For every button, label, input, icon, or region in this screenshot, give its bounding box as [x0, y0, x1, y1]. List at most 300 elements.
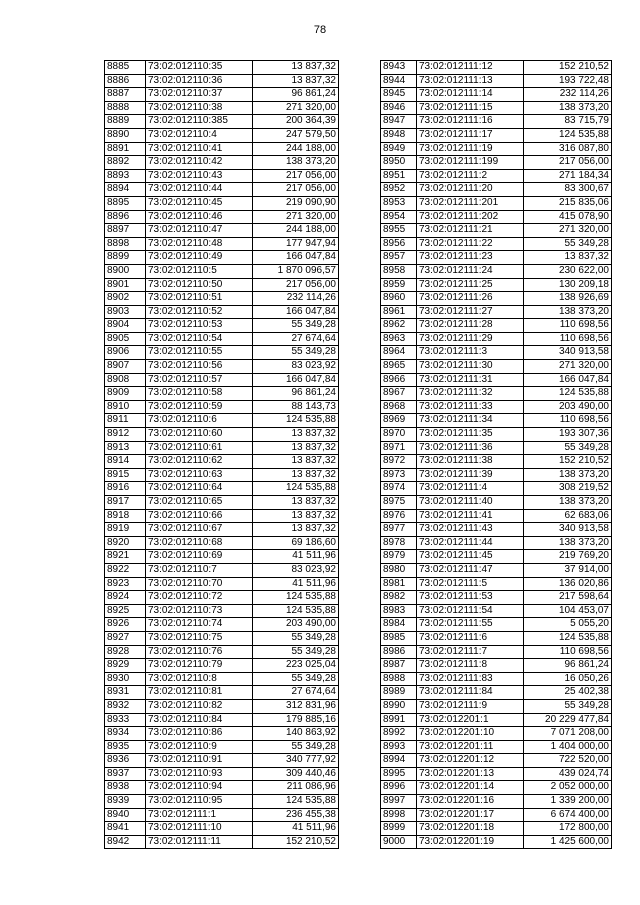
row-number-cell: 8958 — [381, 264, 417, 278]
row-number-cell: 8926 — [105, 618, 146, 632]
row-number-cell: 8918 — [105, 509, 146, 523]
cadastral-number-cell: 73:02:012110:62 — [146, 455, 253, 469]
value-cell: 13 837,32 — [253, 441, 339, 455]
row-number-cell: 8945 — [381, 88, 417, 102]
value-cell: 16 050,26 — [524, 672, 612, 686]
value-cell: 232 114,26 — [524, 88, 612, 102]
table-row — [105, 101, 339, 115]
table-row — [105, 577, 339, 591]
table-row — [105, 183, 339, 197]
cadastral-number-cell: 73:02:012110:385 — [146, 115, 253, 129]
cadastral-number-cell: 73:02:012111:40 — [417, 496, 524, 510]
value-cell: 130 209,18 — [524, 278, 612, 292]
value-cell: 83 023,92 — [253, 563, 339, 577]
row-number-cell: 8936 — [105, 754, 146, 768]
cadastral-number-cell: 73:02:012110:72 — [146, 591, 253, 605]
value-cell: 20 229 477,84 — [524, 713, 612, 727]
row-number-cell: 8922 — [105, 563, 146, 577]
cadastral-number-cell: 73:02:012111:15 — [417, 101, 524, 115]
row-number-cell: 8979 — [381, 550, 417, 564]
value-cell: 124 535,88 — [253, 482, 339, 496]
value-cell: 13 837,32 — [253, 455, 339, 469]
value-cell: 152 210,52 — [253, 835, 339, 849]
value-cell: 124 535,88 — [524, 128, 612, 142]
table-row — [381, 808, 612, 822]
value-cell: 96 861,24 — [253, 387, 339, 401]
table-row — [381, 795, 612, 809]
row-number-cell: 8902 — [105, 292, 146, 306]
value-cell: 179 885,16 — [253, 713, 339, 727]
value-cell: 203 490,00 — [253, 618, 339, 632]
table-row — [105, 509, 339, 523]
row-number-cell: 8905 — [105, 332, 146, 346]
value-cell: 96 861,24 — [253, 88, 339, 102]
value-cell: 247 579,50 — [253, 128, 339, 142]
table-row — [105, 767, 339, 781]
row-number-cell: 8974 — [381, 482, 417, 496]
row-number-cell: 8935 — [105, 740, 146, 754]
value-cell: 55 349,28 — [253, 740, 339, 754]
cadastral-number-cell: 73:02:012110:63 — [146, 468, 253, 482]
row-number-cell: 8890 — [105, 128, 146, 142]
cadastral-number-cell: 73:02:012111:201 — [417, 196, 524, 210]
cadastral-number-cell: 73:02:012110:37 — [146, 88, 253, 102]
table-row — [381, 591, 612, 605]
value-cell: 41 511,96 — [253, 550, 339, 564]
value-cell: 13 837,32 — [253, 468, 339, 482]
table-row — [105, 428, 339, 442]
value-cell: 166 047,84 — [524, 373, 612, 387]
row-number-cell: 8960 — [381, 292, 417, 306]
cadastral-number-cell: 73:02:012111:3 — [417, 346, 524, 360]
row-number-cell: 8946 — [381, 101, 417, 115]
row-number-cell: 8972 — [381, 455, 417, 469]
row-number-cell: 8910 — [105, 400, 146, 414]
cadastral-number-cell: 73:02:012201:13 — [417, 767, 524, 781]
row-number-cell: 8929 — [105, 659, 146, 673]
row-number-cell: 8899 — [105, 251, 146, 265]
table-row — [381, 496, 612, 510]
row-number-cell: 8942 — [105, 835, 146, 849]
table-row — [381, 455, 612, 469]
cadastral-number-cell: 73:02:012201:18 — [417, 822, 524, 836]
value-cell: 55 349,28 — [253, 319, 339, 333]
cadastral-number-cell: 73:02:012110:74 — [146, 618, 253, 632]
cadastral-number-cell: 73:02:012110:56 — [146, 360, 253, 374]
value-cell: 13 837,32 — [524, 251, 612, 265]
row-number-cell: 8917 — [105, 496, 146, 510]
row-number-cell: 8932 — [105, 699, 146, 713]
cadastral-number-cell: 73:02:012110:93 — [146, 767, 253, 781]
table-row — [381, 305, 612, 319]
row-number-cell: 8894 — [105, 183, 146, 197]
value-cell: 439 024,74 — [524, 767, 612, 781]
value-cell: 13 837,32 — [253, 74, 339, 88]
row-number-cell: 8989 — [381, 686, 417, 700]
value-cell: 1 404 000,00 — [524, 740, 612, 754]
value-cell: 177 947,94 — [253, 237, 339, 251]
cadastral-number-cell: 73:02:012111:41 — [417, 509, 524, 523]
table-row — [105, 781, 339, 795]
row-number-cell: 8955 — [381, 224, 417, 238]
row-number-cell: 8968 — [381, 400, 417, 414]
value-cell: 104 453,07 — [524, 604, 612, 618]
table-row — [381, 767, 612, 781]
cadastral-number-cell: 73:02:012111:30 — [417, 360, 524, 374]
cadastral-number-cell: 73:02:012111:24 — [417, 264, 524, 278]
value-cell: 55 349,28 — [253, 645, 339, 659]
table-row — [105, 400, 339, 414]
value-cell: 166 047,84 — [253, 373, 339, 387]
table-row — [105, 645, 339, 659]
table-row — [105, 305, 339, 319]
table-row — [381, 441, 612, 455]
row-number-cell: 8952 — [381, 183, 417, 197]
row-number-cell: 8896 — [105, 210, 146, 224]
row-number-cell: 8895 — [105, 196, 146, 210]
cadastral-number-cell: 73:02:012201:17 — [417, 808, 524, 822]
cadastral-number-cell: 73:02:012111:36 — [417, 441, 524, 455]
cadastral-number-cell: 73:02:012201:12 — [417, 754, 524, 768]
row-number-cell: 8951 — [381, 169, 417, 183]
row-number-cell: 8886 — [105, 74, 146, 88]
cadastral-number-cell: 73:02:012111:199 — [417, 156, 524, 170]
table-row — [381, 740, 612, 754]
row-number-cell: 8977 — [381, 523, 417, 537]
value-cell: 55 349,28 — [524, 699, 612, 713]
cadastral-number-cell: 73:02:012110:54 — [146, 332, 253, 346]
row-number-cell: 8965 — [381, 360, 417, 374]
cadastral-number-cell: 73:02:012110:69 — [146, 550, 253, 564]
cadastral-number-cell: 73:02:012110:57 — [146, 373, 253, 387]
table-row — [381, 142, 612, 156]
value-cell: 219 769,20 — [524, 550, 612, 564]
value-cell: 1 425 600,00 — [524, 835, 612, 849]
value-cell: 271 320,00 — [524, 360, 612, 374]
table-row — [381, 224, 612, 238]
cadastral-number-cell: 73:02:012110:41 — [146, 142, 253, 156]
cadastral-number-cell: 73:02:012111:83 — [417, 672, 524, 686]
row-number-cell: 8986 — [381, 645, 417, 659]
value-cell: 217 056,00 — [253, 278, 339, 292]
value-cell: 203 490,00 — [524, 400, 612, 414]
value-cell: 316 087,80 — [524, 142, 612, 156]
table-row — [105, 536, 339, 550]
table-row — [381, 292, 612, 306]
value-cell: 200 364,39 — [253, 115, 339, 129]
value-cell: 13 837,32 — [253, 496, 339, 510]
row-number-cell: 8980 — [381, 563, 417, 577]
cadastral-number-cell: 73:02:012201:14 — [417, 781, 524, 795]
value-cell: 83 023,92 — [253, 360, 339, 374]
cadastral-number-cell: 73:02:012110:48 — [146, 237, 253, 251]
value-cell: 166 047,84 — [253, 305, 339, 319]
cadastral-number-cell: 73:02:012111:12 — [417, 61, 524, 75]
row-number-cell: 8893 — [105, 169, 146, 183]
value-cell: 25 402,38 — [524, 686, 612, 700]
cadastral-number-cell: 73:02:012111:33 — [417, 400, 524, 414]
table-row — [105, 128, 339, 142]
cadastral-number-cell: 73:02:012110:75 — [146, 631, 253, 645]
row-number-cell: 8919 — [105, 523, 146, 537]
table-row — [105, 808, 339, 822]
table-row — [381, 428, 612, 442]
cadastral-table-left — [104, 60, 339, 849]
cadastral-number-cell: 73:02:012110:66 — [146, 509, 253, 523]
table-row — [381, 346, 612, 360]
value-cell: 13 837,32 — [253, 428, 339, 442]
value-cell: 223 025,04 — [253, 659, 339, 673]
cadastral-number-cell: 73:02:012110:45 — [146, 196, 253, 210]
value-cell: 244 188,00 — [253, 224, 339, 238]
table-row — [381, 278, 612, 292]
row-number-cell: 8944 — [381, 74, 417, 88]
row-number-cell: 8995 — [381, 767, 417, 781]
cadastral-number-cell: 73:02:012111:25 — [417, 278, 524, 292]
table-row — [105, 754, 339, 768]
cadastral-number-cell: 73:02:012110:51 — [146, 292, 253, 306]
table-row — [381, 468, 612, 482]
row-number-cell: 8903 — [105, 305, 146, 319]
value-cell: 138 373,20 — [253, 156, 339, 170]
table-row — [105, 210, 339, 224]
row-number-cell: 8961 — [381, 305, 417, 319]
table-row — [381, 550, 612, 564]
value-cell: 219 090,90 — [253, 196, 339, 210]
table-row — [381, 264, 612, 278]
cadastral-number-cell: 73:02:012111:11 — [146, 835, 253, 849]
table-row — [105, 251, 339, 265]
cadastral-number-cell: 73:02:012110:46 — [146, 210, 253, 224]
table-row — [105, 414, 339, 428]
value-cell: 215 835,06 — [524, 196, 612, 210]
table-row — [381, 414, 612, 428]
cadastral-number-cell: 73:02:012111:26 — [417, 292, 524, 306]
table-row — [381, 183, 612, 197]
row-number-cell: 8906 — [105, 346, 146, 360]
value-cell: 309 440,46 — [253, 767, 339, 781]
table-row — [381, 237, 612, 251]
row-number-cell: 8971 — [381, 441, 417, 455]
row-number-cell: 8973 — [381, 468, 417, 482]
cadastral-number-cell: 73:02:012110:38 — [146, 101, 253, 115]
value-cell: 138 373,20 — [524, 101, 612, 115]
row-number-cell: 8987 — [381, 659, 417, 673]
cadastral-number-cell: 73:02:012111:9 — [417, 699, 524, 713]
table-row — [105, 224, 339, 238]
table-row — [105, 360, 339, 374]
row-number-cell: 8982 — [381, 591, 417, 605]
value-cell: 152 210,52 — [524, 61, 612, 75]
value-cell: 271 184,34 — [524, 169, 612, 183]
cadastral-number-cell: 73:02:012110:67 — [146, 523, 253, 537]
row-number-cell: 8928 — [105, 645, 146, 659]
cadastral-number-cell: 73:02:012111:6 — [417, 631, 524, 645]
cadastral-number-cell: 73:02:012110:70 — [146, 577, 253, 591]
cadastral-number-cell: 73:02:012110:95 — [146, 795, 253, 809]
row-number-cell: 8937 — [105, 767, 146, 781]
cadastral-number-cell: 73:02:012110:59 — [146, 400, 253, 414]
row-number-cell: 8959 — [381, 278, 417, 292]
row-number-cell: 8970 — [381, 428, 417, 442]
cadastral-number-cell: 73:02:012110:82 — [146, 699, 253, 713]
row-number-cell: 8901 — [105, 278, 146, 292]
row-number-cell: 8934 — [105, 727, 146, 741]
value-cell: 1 339 200,00 — [524, 795, 612, 809]
value-cell: 124 535,88 — [253, 591, 339, 605]
table-row — [105, 196, 339, 210]
cadastral-number-cell: 73:02:012111:20 — [417, 183, 524, 197]
table-row — [105, 237, 339, 251]
row-number-cell: 8975 — [381, 496, 417, 510]
cadastral-number-cell: 73:02:012111:2 — [417, 169, 524, 183]
row-number-cell: 8985 — [381, 631, 417, 645]
table-row — [105, 835, 339, 849]
value-cell: 217 056,00 — [524, 156, 612, 170]
cadastral-number-cell: 73:02:012111:4 — [417, 482, 524, 496]
value-cell: 6 674 400,00 — [524, 808, 612, 822]
cadastral-number-cell: 73:02:012110:42 — [146, 156, 253, 170]
row-number-cell: 8927 — [105, 631, 146, 645]
value-cell: 340 777,92 — [253, 754, 339, 768]
value-cell: 27 674,64 — [253, 686, 339, 700]
value-cell: 340 913,58 — [524, 346, 612, 360]
cadastral-number-cell: 73:02:012110:36 — [146, 74, 253, 88]
cadastral-number-cell: 73:02:012111:23 — [417, 251, 524, 265]
cadastral-number-cell: 73:02:012110:73 — [146, 604, 253, 618]
table-row — [381, 835, 612, 849]
value-cell: 232 114,26 — [253, 292, 339, 306]
cadastral-number-cell: 73:02:012110:81 — [146, 686, 253, 700]
cadastral-number-cell: 73:02:012111:22 — [417, 237, 524, 251]
value-cell: 13 837,32 — [253, 523, 339, 537]
row-number-cell: 8949 — [381, 142, 417, 156]
row-number-cell: 8941 — [105, 822, 146, 836]
value-cell: 41 511,96 — [253, 577, 339, 591]
row-number-cell: 8897 — [105, 224, 146, 238]
table-row — [381, 822, 612, 836]
row-number-cell: 8889 — [105, 115, 146, 129]
value-cell: 37 914,00 — [524, 563, 612, 577]
table-row — [105, 822, 339, 836]
value-cell: 230 622,00 — [524, 264, 612, 278]
cadastral-number-cell: 73:02:012110:55 — [146, 346, 253, 360]
row-number-cell: 8954 — [381, 210, 417, 224]
row-number-cell: 8912 — [105, 428, 146, 442]
row-number-cell: 8984 — [381, 618, 417, 632]
cadastral-number-cell: 73:02:012110:4 — [146, 128, 253, 142]
value-cell: 88 143,73 — [253, 400, 339, 414]
row-number-cell: 8900 — [105, 264, 146, 278]
table-row — [381, 210, 612, 224]
value-cell: 124 535,88 — [253, 795, 339, 809]
table-row — [105, 740, 339, 754]
row-number-cell: 8911 — [105, 414, 146, 428]
table-row — [105, 672, 339, 686]
value-cell: 244 188,00 — [253, 142, 339, 156]
value-cell: 13 837,32 — [253, 509, 339, 523]
row-number-cell: 8983 — [381, 604, 417, 618]
table-row — [381, 115, 612, 129]
value-cell: 55 349,28 — [253, 631, 339, 645]
table-row — [105, 713, 339, 727]
row-number-cell: 8909 — [105, 387, 146, 401]
value-cell: 193 307,36 — [524, 428, 612, 442]
row-number-cell: 8907 — [105, 360, 146, 374]
value-cell: 55 349,28 — [524, 237, 612, 251]
value-cell: 55 349,28 — [524, 441, 612, 455]
value-cell: 124 535,88 — [253, 604, 339, 618]
row-number-cell: 8990 — [381, 699, 417, 713]
table-row — [381, 604, 612, 618]
row-number-cell: 8998 — [381, 808, 417, 822]
value-cell: 110 698,56 — [524, 319, 612, 333]
row-number-cell: 8940 — [105, 808, 146, 822]
table-row — [381, 631, 612, 645]
table-row — [105, 795, 339, 809]
table-row — [105, 373, 339, 387]
value-cell: 271 320,00 — [253, 101, 339, 115]
row-number-cell: 8885 — [105, 61, 146, 75]
row-number-cell: 8962 — [381, 319, 417, 333]
cadastral-table-right — [380, 60, 612, 849]
table-row — [105, 618, 339, 632]
table-row — [105, 332, 339, 346]
row-number-cell: 8992 — [381, 727, 417, 741]
cadastral-number-cell: 73:02:012110:52 — [146, 305, 253, 319]
table-row — [105, 441, 339, 455]
value-cell: 27 674,64 — [253, 332, 339, 346]
value-cell: 217 056,00 — [253, 183, 339, 197]
cadastral-number-cell: 73:02:012111:29 — [417, 332, 524, 346]
value-cell: 13 837,32 — [253, 61, 339, 75]
value-cell: 124 535,88 — [524, 387, 612, 401]
table-row — [381, 713, 612, 727]
row-number-cell: 8966 — [381, 373, 417, 387]
row-number-cell: 8996 — [381, 781, 417, 795]
cadastral-number-cell: 73:02:012110:64 — [146, 482, 253, 496]
cadastral-number-cell: 73:02:012111:5 — [417, 577, 524, 591]
value-cell: 5 055,20 — [524, 618, 612, 632]
value-cell: 7 071 208,00 — [524, 727, 612, 741]
table-row — [381, 672, 612, 686]
value-cell: 217 598,64 — [524, 591, 612, 605]
cadastral-number-cell: 73:02:012111:31 — [417, 373, 524, 387]
value-cell: 136 020,86 — [524, 577, 612, 591]
value-cell: 138 926,69 — [524, 292, 612, 306]
value-cell: 138 373,20 — [524, 468, 612, 482]
cadastral-number-cell: 73:02:012110:5 — [146, 264, 253, 278]
value-cell: 172 800,00 — [524, 822, 612, 836]
row-number-cell: 8892 — [105, 156, 146, 170]
row-number-cell: 8916 — [105, 482, 146, 496]
table-row — [381, 754, 612, 768]
cadastral-number-cell: 73:02:012110:68 — [146, 536, 253, 550]
row-number-cell: 8964 — [381, 346, 417, 360]
row-number-cell: 8988 — [381, 672, 417, 686]
cadastral-number-cell: 73:02:012110:7 — [146, 563, 253, 577]
table-row — [105, 88, 339, 102]
value-cell: 55 349,28 — [253, 672, 339, 686]
cadastral-number-cell: 73:02:012111:27 — [417, 305, 524, 319]
value-cell: 722 520,00 — [524, 754, 612, 768]
table-row — [381, 577, 612, 591]
cadastral-number-cell: 73:02:012111:17 — [417, 128, 524, 142]
row-number-cell: 8920 — [105, 536, 146, 550]
table-row — [105, 631, 339, 645]
page-number: 78 — [313, 24, 327, 36]
table-row — [381, 373, 612, 387]
